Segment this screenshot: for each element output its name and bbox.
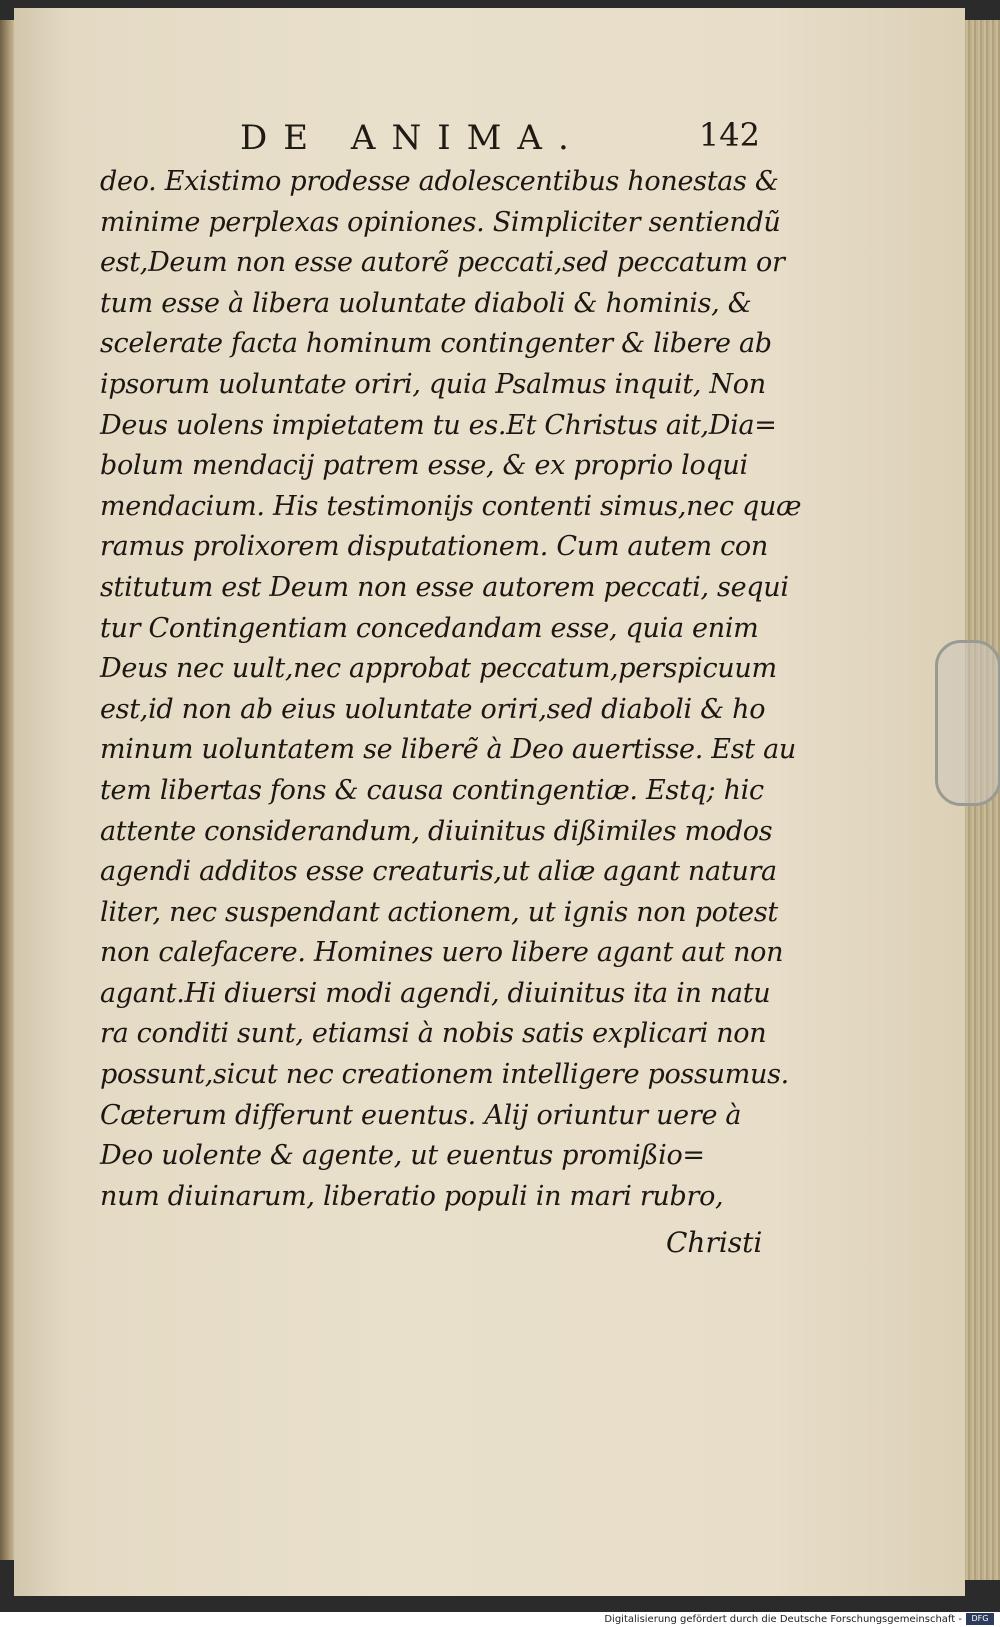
text-line: non calefacere. Homines uero libere agant aut non [100,937,784,969]
text-line: scelerate facta hominum contingenter & libere ab [100,328,772,360]
dfg-logo-icon: DFG [966,1613,994,1625]
text-line: Deus uolens impietatem tu es.Et Christus ait,Dia= [100,409,777,441]
body-text [100,162,802,1217]
text-line: bolum mendacij patrem esse, & ex proprio loqui [100,450,748,482]
text-line: ra conditi sunt, etiamsi à nobis satis explicari non [100,1018,767,1050]
text-line: Cæterum differunt euentus. Alij oriuntur uere à [100,1099,742,1131]
text-line: ramus prolixorem disputationem. Cum autem con [100,531,768,563]
text-line: est,id non ab eius uoluntate oriri,sed diaboli & ho [100,693,766,725]
text-line: ipsorum uoluntate oriri, quia Psalmus inquit, Non [100,368,766,400]
text-line: mendacium. His testimonijs contenti simus,nec quæ [100,490,802,522]
page-clip [935,640,1000,806]
text-line: Deo uolente & agente, ut euentus promißio= [100,1140,705,1172]
text-line: tur Contingentiam concedandam esse, quia enim [100,612,759,644]
running-head: DE ANIMA. [240,118,585,158]
text-line: stitutum est Deum non esse autorem peccati, sequi [100,571,789,603]
text-line: num diuinarum, liberatio populi in mari rubro, [100,1180,724,1212]
page-header [240,118,760,160]
text-line: est,Deum non esse autorẽ peccati,sed peccatum or [100,247,785,279]
text-line: liter, nec suspendant actionem, ut ignis non potest [100,896,778,928]
text-line: Deus nec uult,nec approbat peccatum,perspicuum [100,653,777,685]
page-number: 142 [698,116,760,154]
text-line: minum uoluntatem se liberẽ à Deo auertisse. Est au [100,734,796,766]
text-line: possunt,sicut nec creationem intelligere possumus. [100,1059,789,1091]
text-line: agendi additos esse creaturis,ut aliæ agant natura [100,856,777,888]
text-line: tem libertas fons & causa contingentiæ. Estq; hic [100,774,764,806]
text-line: minime perplexas opiniones. Simpliciter sentiendũ [100,206,781,238]
digitization-credit: Digitalisierung gefördert durch die Deutsche Forschungsgemeinschaft - [604,1614,962,1625]
binding-edge [0,20,14,1560]
catchword: Christi [666,1226,763,1259]
text-line: deo. Existimo prodesse adolescentibus honestas & [100,166,779,197]
text-line: tum esse à libera uoluntate diaboli & hominis, & [100,287,752,319]
text-line: attente considerandum, diuinitus dißimiles modos [100,815,773,847]
text-line: agant.Hi diuersi modi agendi, diuinitus ita in natu [100,977,771,1009]
